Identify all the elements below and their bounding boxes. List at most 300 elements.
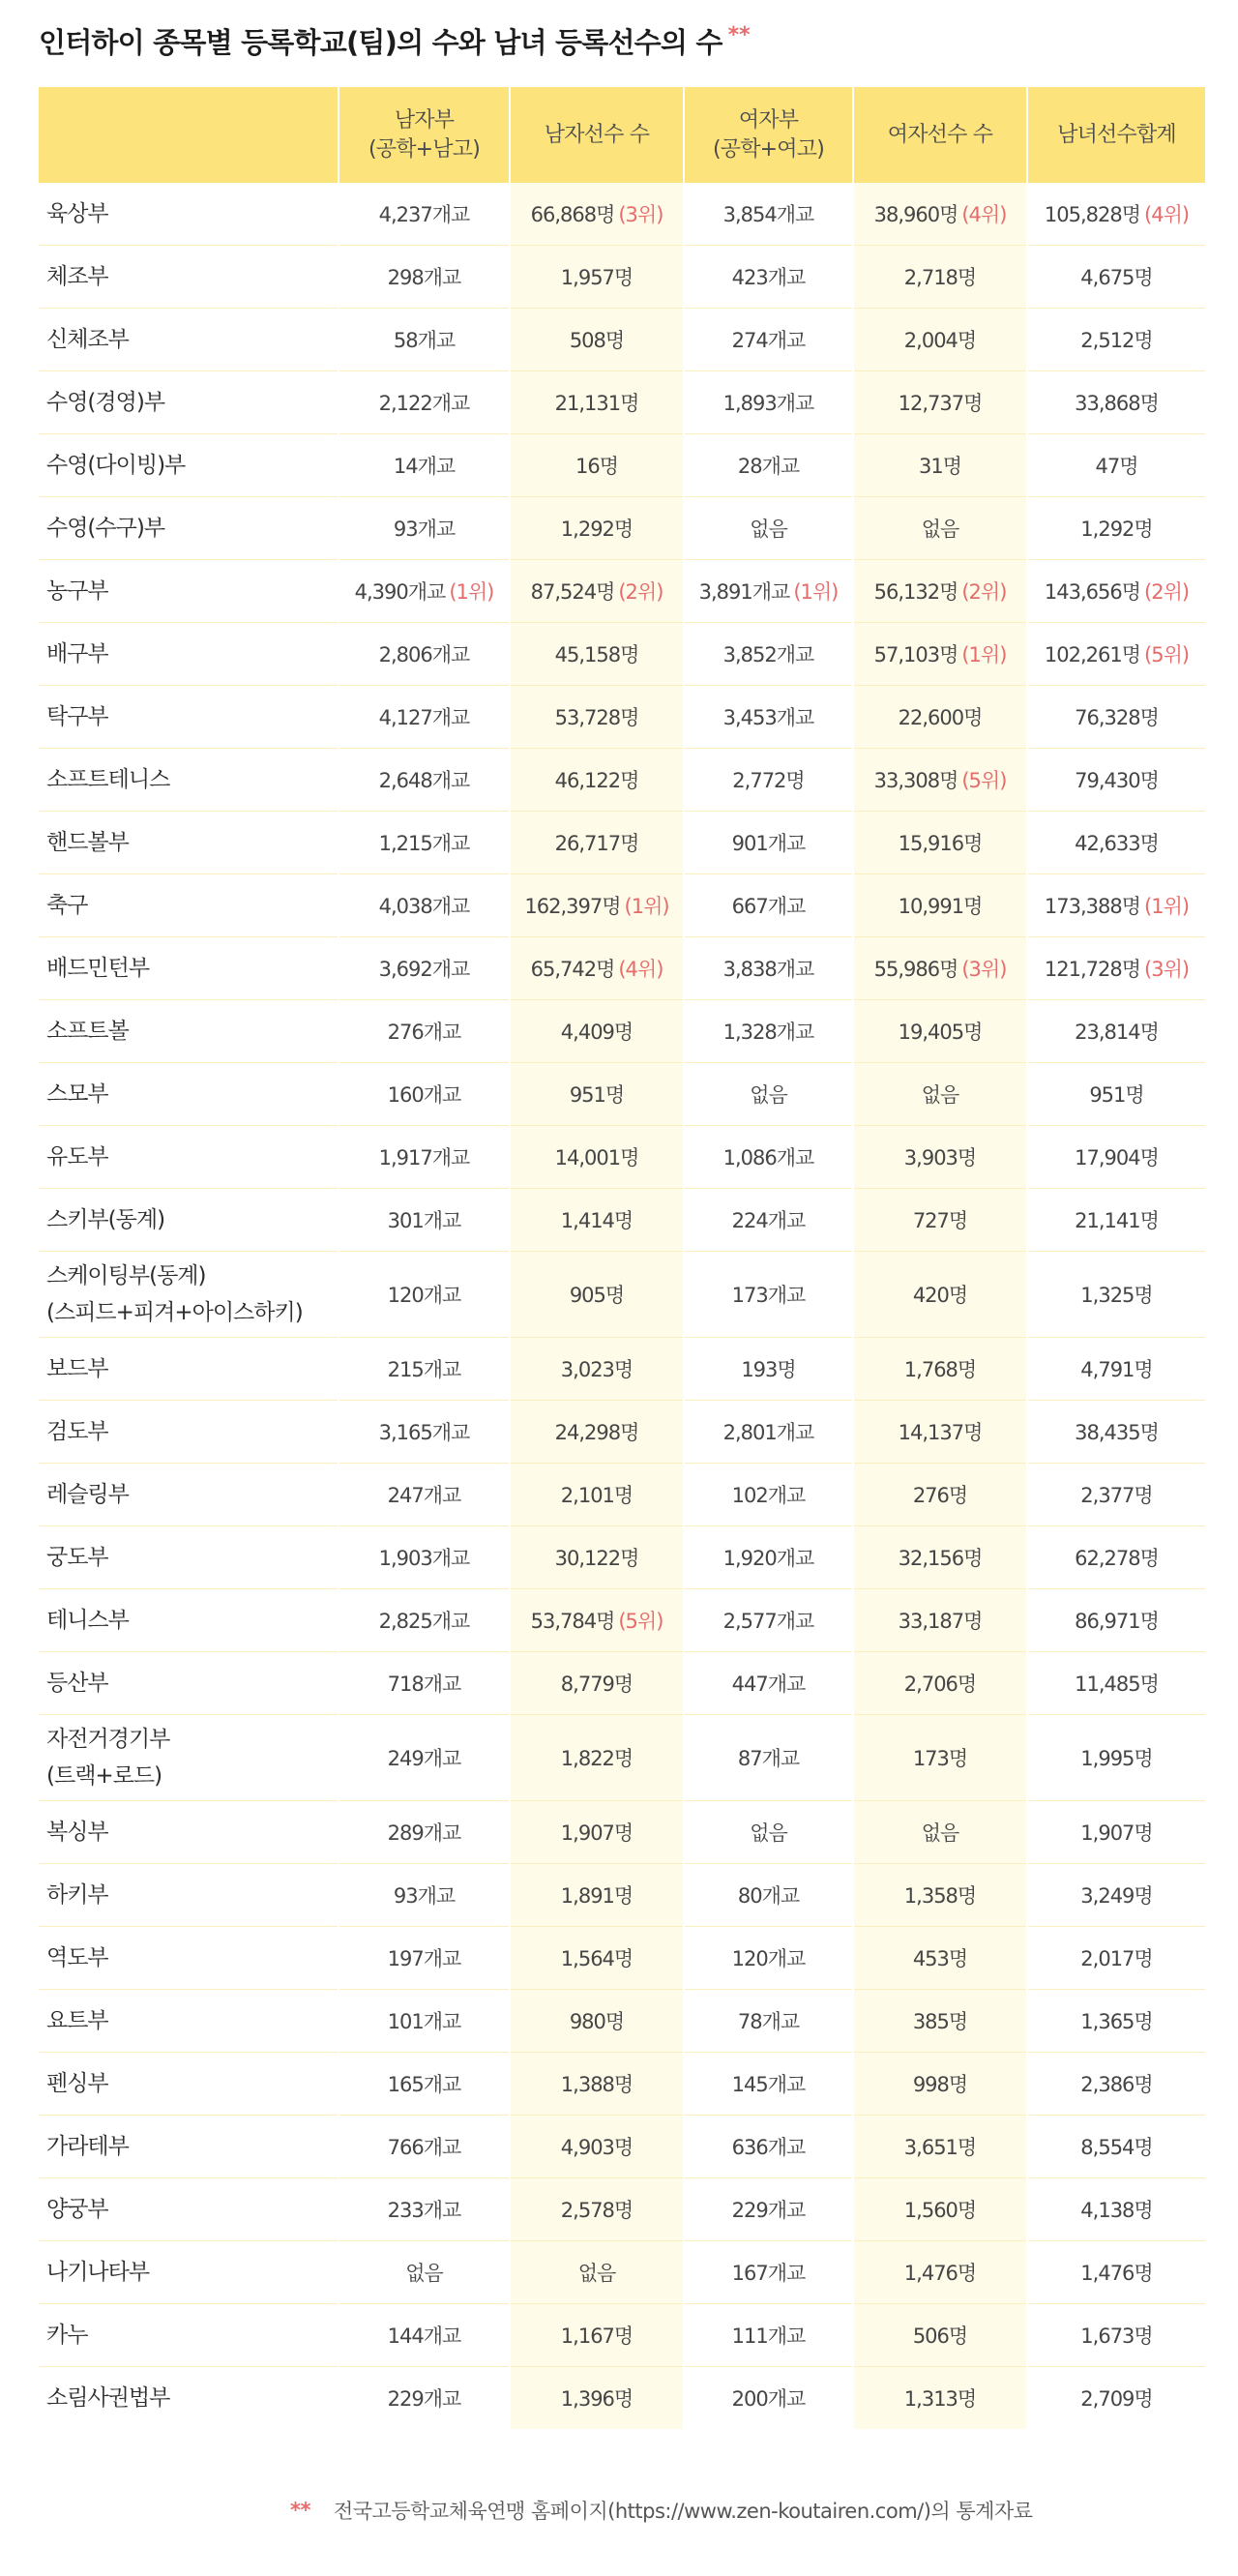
cell-value: 14개교 [393, 455, 456, 478]
sport-name: 역도부 [46, 1945, 108, 1970]
cell-value: 145개교 [731, 2073, 806, 2096]
cell-value: 766개교 [387, 2136, 461, 2159]
value-cell [684, 371, 853, 434]
value-cell [1027, 2116, 1205, 2178]
value-cell [510, 2178, 684, 2241]
value-cell [853, 183, 1027, 246]
cell-value: 111개교 [731, 2324, 806, 2348]
cell-value: 667개교 [731, 895, 806, 918]
cell-value: 55,986명 [873, 958, 958, 981]
table-row [39, 434, 1205, 497]
value-cell [339, 1401, 510, 1464]
cell-value: 53,784명 [530, 1610, 615, 1633]
cell-value: 173명 [912, 1747, 968, 1770]
cell-value: 1,917개교 [378, 1146, 470, 1170]
value-cell [339, 2367, 510, 2430]
value-cell [339, 874, 510, 937]
rank-badge: (1위) [624, 895, 669, 918]
cell-value: 276명 [912, 1484, 968, 1507]
page-title: 인터하이 종목별 등록학교(팀)의 수와 남녀 등록선수의 수 [39, 25, 722, 59]
sport-name: 펜싱부 [46, 2071, 108, 2096]
value-cell [339, 1927, 510, 1990]
value-cell [684, 2178, 853, 2241]
cell-value: 2,101명 [560, 1484, 634, 1507]
value-cell [684, 1338, 853, 1401]
cell-value: 없음 [577, 2262, 616, 2285]
cell-value: 224개교 [731, 1209, 806, 1232]
value-cell [339, 1126, 510, 1189]
value-cell [684, 2304, 853, 2367]
value-cell [853, 1189, 1027, 1252]
rank-badge: (5위) [1144, 643, 1190, 666]
cell-value: 4,390개교 [354, 580, 446, 604]
value-cell [684, 623, 853, 686]
cell-value: 3,852개교 [722, 643, 814, 666]
cell-value: 21,131명 [554, 392, 639, 415]
table-row [39, 2241, 1205, 2304]
sport-name-cell [39, 1652, 339, 1715]
sport-name-cell [39, 1000, 339, 1063]
value-cell [684, 1927, 853, 1990]
table-row [39, 2178, 1205, 2241]
table-row [39, 497, 1205, 560]
value-cell [1027, 749, 1205, 812]
value-cell [339, 1252, 510, 1338]
cell-value: 31명 [918, 455, 961, 478]
rank-badge: (4위) [961, 203, 1007, 226]
header-label-line: (공학+남고) [368, 136, 480, 162]
value-cell [684, 749, 853, 812]
cell-value: 229개교 [387, 2387, 461, 2411]
value-cell [1027, 183, 1205, 246]
cell-value: 121,728명 [1044, 958, 1141, 981]
sport-name-cell [39, 1401, 339, 1464]
value-cell [1027, 1589, 1205, 1652]
cell-value: 19,405명 [898, 1021, 983, 1044]
sport-name: 육상부 [46, 201, 108, 226]
sport-name-cell [39, 1126, 339, 1189]
cell-value: 2,512명 [1080, 329, 1153, 352]
sport-name-cell [39, 937, 339, 1000]
cell-value: 2,718명 [903, 266, 977, 289]
cell-value: 3,651명 [903, 2136, 977, 2159]
header-label-line: (공학+여고) [712, 136, 824, 162]
cell-value: 2,004명 [903, 329, 977, 352]
cell-value: 200개교 [731, 2387, 806, 2411]
cell-value: 2,706명 [903, 1673, 977, 1696]
value-cell [510, 1126, 684, 1189]
value-cell [510, 1063, 684, 1126]
table-header [39, 87, 1205, 183]
value-cell [339, 1801, 510, 1864]
cell-value: 45,158명 [554, 643, 639, 666]
value-cell [1027, 1126, 1205, 1189]
value-cell [1027, 1000, 1205, 1063]
header-cell-4 [853, 87, 1027, 183]
cell-value: 2,578명 [560, 2199, 634, 2222]
cell-value: 1,907명 [1080, 1821, 1153, 1845]
cell-value: 1,167명 [560, 2324, 634, 2348]
value-cell [339, 2178, 510, 2241]
value-cell [1027, 937, 1205, 1000]
cell-value: 1,215개교 [378, 832, 470, 855]
value-cell [339, 1338, 510, 1401]
cell-value: 1,673명 [1080, 2324, 1153, 2348]
value-cell [684, 1126, 853, 1189]
cell-value: 2,772명 [732, 769, 805, 792]
cell-value: 87개교 [737, 1747, 800, 1770]
cell-value: 4,237개교 [378, 203, 470, 226]
cell-value: 4,903명 [560, 2136, 634, 2159]
value-cell [339, 623, 510, 686]
sport-name: 농구부 [46, 578, 108, 604]
value-cell [510, 1864, 684, 1927]
cell-value: 3,903명 [903, 1146, 977, 1170]
cell-value: 26,717명 [554, 832, 639, 855]
cell-value: 2,648개교 [378, 769, 470, 792]
sport-name: 테니스부 [46, 1608, 129, 1633]
value-cell [510, 2116, 684, 2178]
value-cell [853, 1401, 1027, 1464]
cell-value: 93개교 [393, 1884, 456, 1908]
sport-name: 탁구부 [46, 704, 108, 729]
header-label-line: 여자선수 수 [887, 122, 993, 147]
value-cell [853, 623, 1027, 686]
cell-value: 3,854개교 [722, 203, 814, 226]
value-cell [853, 309, 1027, 371]
cell-value: 56,132명 [873, 580, 958, 604]
value-cell [853, 1864, 1027, 1927]
sport-name-cell [39, 309, 339, 371]
cell-value: 4,127개교 [378, 706, 470, 729]
cell-value: 1,388명 [560, 2073, 634, 2096]
sport-name-cell [39, 1526, 339, 1589]
sport-name-cell [39, 2304, 339, 2367]
value-cell [853, 1589, 1027, 1652]
value-cell [510, 1401, 684, 1464]
value-cell [339, 2241, 510, 2304]
table-row [39, 749, 1205, 812]
value-cell [684, 1189, 853, 1252]
cell-value: 46,122명 [554, 769, 639, 792]
table-row [39, 1864, 1205, 1927]
sport-name: 가라테부 [46, 2134, 129, 2159]
value-cell [1027, 1401, 1205, 1464]
sport-name: 배구부 [46, 641, 108, 666]
cell-value: 8,554명 [1080, 2136, 1153, 2159]
value-cell [684, 309, 853, 371]
sport-name-cell [39, 1063, 339, 1126]
value-cell [510, 2367, 684, 2430]
cell-value: 8,779명 [560, 1673, 634, 1696]
sport-name: 축구 [46, 893, 88, 918]
cell-value: 1,325명 [1080, 1284, 1153, 1307]
sport-name-cell [39, 2241, 339, 2304]
cell-value: 1,476명 [1080, 2262, 1153, 2285]
value-cell [1027, 2241, 1205, 2304]
header-cell-5 [1027, 87, 1205, 183]
cell-value: 901개교 [731, 832, 806, 855]
value-cell [853, 1526, 1027, 1589]
cell-value: 1,957명 [560, 266, 634, 289]
value-cell [1027, 1864, 1205, 1927]
value-cell [339, 2116, 510, 2178]
value-cell [853, 1252, 1027, 1338]
sport-name: 요트부 [46, 2008, 108, 2033]
table-row [39, 1801, 1205, 1864]
value-cell [510, 1990, 684, 2053]
sport-name-cell [39, 1801, 339, 1864]
value-cell [684, 874, 853, 937]
value-cell [510, 1801, 684, 1864]
value-cell [1027, 2178, 1205, 2241]
value-cell [853, 1063, 1027, 1126]
sport-name: 스모부 [46, 1081, 108, 1107]
table-row [39, 1338, 1205, 1401]
value-cell [1027, 2053, 1205, 2116]
value-cell [853, 2178, 1027, 2241]
value-cell [1027, 2304, 1205, 2367]
sport-name: 신체조부 [46, 327, 129, 352]
cell-value: 2,806개교 [378, 643, 470, 666]
value-cell [1027, 497, 1205, 560]
value-cell [853, 497, 1027, 560]
value-cell [339, 1000, 510, 1063]
table-row [39, 2367, 1205, 2430]
value-cell [1027, 560, 1205, 623]
sport-name: (트랙+로드) [46, 1763, 162, 1789]
cell-value: 65,742명 [530, 958, 615, 981]
table-row [39, 812, 1205, 874]
sport-name: 수영(경영)부 [46, 390, 165, 415]
cell-value: 1,907명 [560, 1821, 634, 1845]
value-cell [510, 434, 684, 497]
cell-value: 1,476명 [903, 2262, 977, 2285]
sport-name: 소프트볼 [46, 1019, 129, 1044]
cell-value: 24,298명 [554, 1421, 639, 1444]
value-cell [339, 434, 510, 497]
table-row [39, 623, 1205, 686]
cell-value: 1,903개교 [378, 1547, 470, 1570]
cell-value: 21,141명 [1075, 1209, 1159, 1232]
value-cell [339, 2304, 510, 2367]
value-cell [684, 1000, 853, 1063]
value-cell [1027, 1927, 1205, 1990]
cell-value: 2,017명 [1080, 1947, 1153, 1970]
value-cell [684, 183, 853, 246]
cell-value: 1,292명 [1080, 518, 1153, 541]
cell-value: 1,822명 [560, 1747, 634, 1770]
value-cell [339, 1652, 510, 1715]
cell-value: 33,308명 [873, 769, 958, 792]
sport-name: 자전거경기부 [46, 1727, 170, 1752]
table-row [39, 1526, 1205, 1589]
value-cell [510, 1338, 684, 1401]
cell-value: 2,377명 [1080, 1484, 1153, 1507]
sport-name: 하키부 [46, 1882, 108, 1908]
cell-value: 22,600명 [898, 706, 983, 729]
sport-name-cell [39, 686, 339, 749]
table-row [39, 1464, 1205, 1526]
cell-value: 4,409명 [560, 1021, 634, 1044]
cell-value: 16명 [575, 455, 618, 478]
cell-value: 14,137명 [898, 1421, 983, 1444]
value-cell [1027, 874, 1205, 937]
cell-value: 없음 [750, 518, 787, 541]
rank-badge: (5위) [961, 769, 1007, 792]
value-cell [684, 1252, 853, 1338]
cell-value: 2,386명 [1080, 2073, 1153, 2096]
sport-name-cell [39, 2053, 339, 2116]
value-cell [1027, 1338, 1205, 1401]
cell-value: 42,633명 [1075, 832, 1159, 855]
cell-value: 14,001명 [554, 1146, 639, 1170]
value-cell [853, 1000, 1027, 1063]
value-cell [339, 686, 510, 749]
cell-value: 167개교 [731, 2262, 806, 2285]
cell-value: 298개교 [387, 266, 461, 289]
cell-value: 87,524명 [530, 580, 615, 604]
cell-value: 4,675명 [1080, 266, 1153, 289]
cell-value: 951명 [569, 1083, 625, 1107]
cell-value: 12,737명 [898, 392, 983, 415]
value-cell [1027, 2367, 1205, 2430]
sport-name-cell [39, 1589, 339, 1652]
cell-value: 1,328개교 [722, 1021, 814, 1044]
cell-value: 160개교 [387, 1083, 461, 1107]
value-cell [684, 1652, 853, 1715]
value-cell [684, 1864, 853, 1927]
cell-value: 229개교 [731, 2199, 806, 2222]
value-cell [510, 686, 684, 749]
cell-value: 47명 [1095, 455, 1138, 478]
cell-value: 1,365명 [1080, 2010, 1153, 2033]
value-cell [510, 1000, 684, 1063]
cell-value: 33,187명 [898, 1610, 983, 1633]
sport-name-cell [39, 497, 339, 560]
table-row [39, 1652, 1205, 1715]
stats-table-container [39, 87, 1205, 2429]
sport-name-cell [39, 560, 339, 623]
header-cell-2 [510, 87, 684, 183]
footnote [290, 2496, 1033, 2525]
cell-value: 1,358명 [903, 1884, 977, 1908]
value-cell [684, 560, 853, 623]
value-cell [684, 1063, 853, 1126]
header-label-line: 남녀선수합계 [1057, 122, 1176, 147]
sport-name: 핸드볼부 [46, 830, 129, 855]
sport-name: 나기나타부 [46, 2260, 150, 2285]
cell-value: 1,564명 [560, 1947, 634, 1970]
value-cell [853, 1990, 1027, 2053]
table-row [39, 1927, 1205, 1990]
rank-badge: (5위) [618, 1610, 663, 1633]
cell-value: 173,388명 [1044, 895, 1141, 918]
sport-name: (스피드+피겨+아이스하키) [46, 1300, 303, 1325]
cell-value: 3,692개교 [378, 958, 470, 981]
sport-name-cell [39, 623, 339, 686]
cell-value: 3,453개교 [722, 706, 814, 729]
value-cell [853, 246, 1027, 309]
cell-value: 2,801개교 [722, 1421, 814, 1444]
cell-value: 3,838개교 [722, 958, 814, 981]
value-cell [853, 1338, 1027, 1401]
cell-value: 193명 [741, 1358, 796, 1381]
value-cell [853, 2241, 1027, 2304]
rank-badge: (3위) [961, 958, 1007, 981]
value-cell [510, 497, 684, 560]
cell-value: 62,278명 [1075, 1547, 1159, 1570]
sport-name: 카누 [46, 2323, 88, 2348]
cell-value: 506명 [912, 2324, 968, 2348]
value-cell [339, 937, 510, 1000]
sport-name-cell [39, 1864, 339, 1927]
cell-value: 2,122개교 [378, 392, 470, 415]
value-cell [1027, 1990, 1205, 2053]
value-cell [684, 1589, 853, 1652]
cell-value: 105,828명 [1044, 203, 1141, 226]
header-label-line: 여자부 [738, 107, 799, 133]
sport-name-cell [39, 1189, 339, 1252]
cell-value: 1,995명 [1080, 1747, 1153, 1770]
table-row [39, 874, 1205, 937]
cell-value: 1,396명 [560, 2387, 634, 2411]
cell-value: 905명 [569, 1284, 625, 1307]
value-cell [339, 1864, 510, 1927]
value-cell [853, 1715, 1027, 1801]
value-cell [510, 812, 684, 874]
cell-value: 2,709명 [1080, 2387, 1153, 2411]
rank-badge: (4위) [618, 958, 663, 981]
cell-value: 423개교 [731, 266, 806, 289]
cell-value: 58개교 [393, 329, 456, 352]
table-row [39, 1401, 1205, 1464]
value-cell [684, 497, 853, 560]
cell-value: 78개교 [737, 2010, 800, 2033]
value-cell [1027, 371, 1205, 434]
cell-value: 없음 [921, 1083, 959, 1107]
cell-value: 1,920개교 [722, 1547, 814, 1570]
cell-value: 980명 [569, 2010, 625, 2033]
value-cell [510, 1927, 684, 1990]
value-cell [339, 371, 510, 434]
value-cell [510, 937, 684, 1000]
table-row [39, 1063, 1205, 1126]
header-cell-1 [339, 87, 510, 183]
value-cell [684, 1401, 853, 1464]
sport-name: 소프트테니스 [46, 767, 170, 792]
cell-value: 3,249명 [1080, 1884, 1153, 1908]
cell-value: 420명 [912, 1284, 968, 1307]
cell-value: 173개교 [731, 1284, 806, 1307]
cell-value: 1,292명 [560, 518, 634, 541]
sport-name-cell [39, 812, 339, 874]
value-cell [339, 812, 510, 874]
cell-value: 2,825개교 [378, 1610, 470, 1633]
value-cell [1027, 434, 1205, 497]
footnote-text: 전국고등학교체육연맹 홈페이지(https://www.zen-koutairen.com/)의 통계자료 [333, 2500, 1033, 2523]
cell-value: 120개교 [387, 1284, 461, 1307]
table-row [39, 2304, 1205, 2367]
value-cell [853, 1126, 1027, 1189]
cell-value: 101개교 [387, 2010, 461, 2033]
sport-name: 스키부(동계) [46, 1207, 165, 1232]
sport-name: 소림사권법부 [46, 2385, 170, 2411]
cell-value: 301개교 [387, 1209, 461, 1232]
cell-value: 3,891개교 [698, 580, 790, 604]
value-cell [1027, 1715, 1205, 1801]
cell-value: 80개교 [737, 1884, 800, 1908]
